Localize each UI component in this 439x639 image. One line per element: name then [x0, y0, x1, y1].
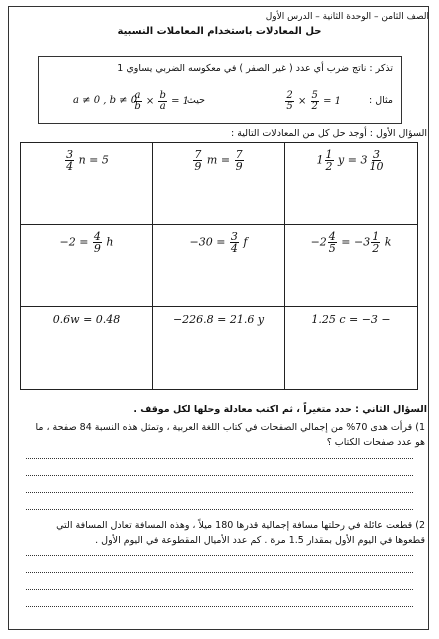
- answer-line: [26, 457, 413, 459]
- equation: −2 $\frac{4}{5}$ = −3 $\frac{1}{2}$ k: [310, 230, 392, 255]
- equation-cell: [21, 143, 153, 225]
- equation-cell: [285, 225, 417, 307]
- equation-cell: [285, 143, 417, 225]
- equation-cell: [21, 307, 153, 389]
- example-math: $\frac{2}{5}$ × $\frac{5}{2}$ = 1: [286, 90, 341, 112]
- equations-table: [20, 142, 418, 390]
- equation-cell: [21, 225, 153, 307]
- course-header: الصف الثامن – الوحدة الثانية – الدرس الأول: [265, 12, 429, 22]
- lesson-title: حل المعادلات باستخدام المعاملات النسبية: [117, 26, 322, 37]
- answer-line: [26, 571, 413, 573]
- answer-line: [26, 554, 413, 556]
- reminder-text: تذكر : ناتج ضرب أي عدد ( غير الصفر ) في معكوسه الضربي يساوي 1: [117, 63, 393, 74]
- equation: −30 = $\frac{3}{4}$ f: [189, 230, 248, 255]
- problem-1-text: 1) قرأت هدى 70% من إجمالي الصفحات في كتاب اللغة العربية ، وتمثل هذه النسبة 84 صفحة ، ما هو عدد صفحات الكتاب ؟: [35, 422, 425, 448]
- equation: −226.8 = 21.6 y: [172, 313, 265, 326]
- equation-cell: [153, 307, 285, 389]
- reminder-example-row: [39, 87, 401, 117]
- equation-cell: [285, 307, 417, 389]
- general-rule-math: $\frac{a}{b}$ × $\frac{b}{a}$ = 1: [134, 90, 189, 112]
- where-label: حيث: [186, 95, 205, 106]
- equation-cell: [153, 143, 285, 225]
- answer-line: [26, 508, 413, 510]
- equation: $\frac{7}{9}$ m = $\frac{7}{9}$: [194, 148, 243, 173]
- answer-line: [26, 474, 413, 476]
- answer-line: [26, 491, 413, 493]
- example-label: مثال :: [369, 95, 393, 106]
- equation: −2 = $\frac{4}{9}$ h: [59, 230, 114, 255]
- answer-line: [26, 605, 413, 607]
- reminder-box: [38, 56, 402, 124]
- equation: $\frac{3}{4}$ n = 5: [66, 148, 109, 173]
- problem-2-text: 2) قطعت عائلة في رحلتها مسافة إجمالية قدرها 180 ميلاً ، وهذه المسافة تعادل المسافة التي قطعوها في اليوم الأول بمقدار 1.5 مرة . كم عدد الأميال المقطوعة في اليوم الأول .: [56, 520, 425, 546]
- equation: 0.6w = 0.48: [52, 313, 121, 326]
- condition-text: a ≠ 0 , b ≠ 0: [73, 95, 138, 106]
- question-two-title: السؤال الثاني : حدد متغيراً ، ثم اكتب معادلة وحلها لكل موقف .: [133, 404, 427, 415]
- equation: 1.25 c = −3 −: [311, 313, 391, 326]
- equation: 1 $\frac{1}{2}$ y = 3 $\frac{3}{10}$: [316, 148, 384, 173]
- equation-cell: [153, 225, 285, 307]
- answer-line: [26, 588, 413, 590]
- question-one-instruction: السؤال الأول : أوجد حل كل من المعادلات التالية :: [230, 128, 427, 139]
